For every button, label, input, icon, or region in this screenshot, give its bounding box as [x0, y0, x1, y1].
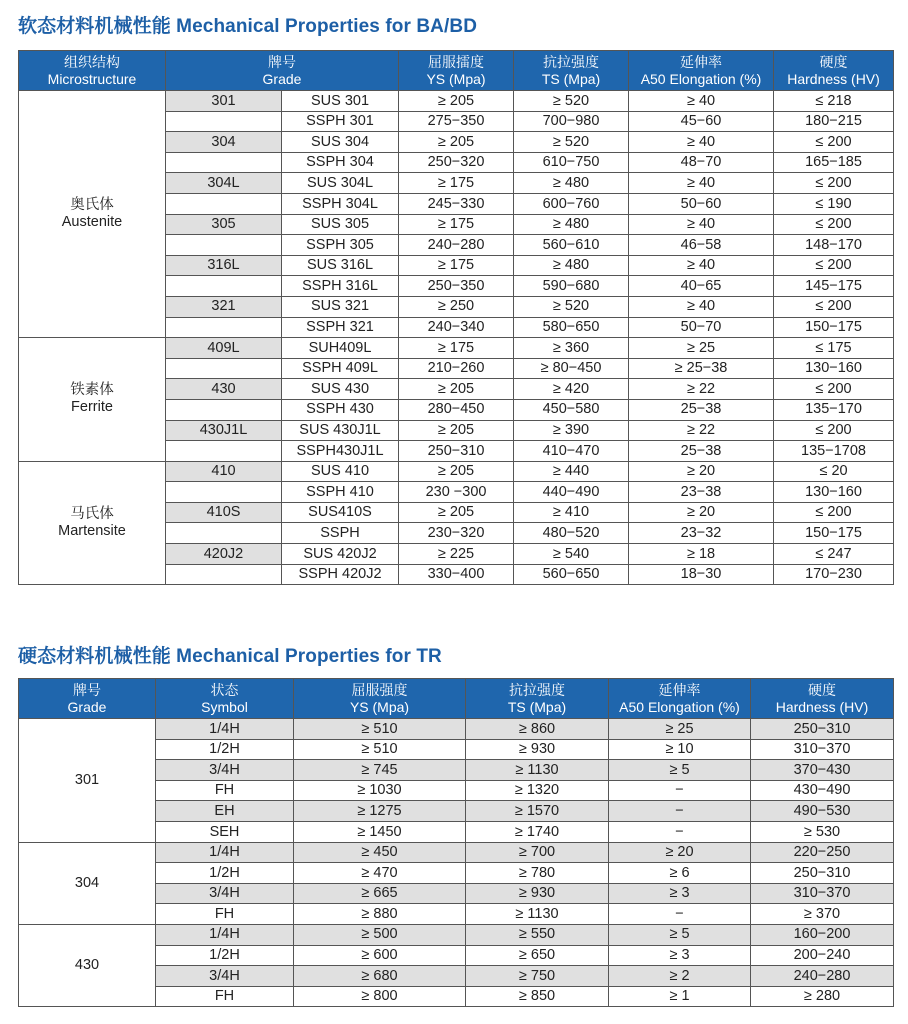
ys-cell: ≥ 205	[399, 420, 514, 441]
grade-cell: 410	[166, 461, 282, 482]
table-row	[19, 338, 894, 359]
hardness-cell: 430−490	[751, 780, 894, 801]
grade-cell	[166, 317, 282, 338]
grade-name-cell: SSPH 410	[282, 482, 399, 503]
hardness-cell: 148−170	[774, 235, 894, 256]
grade-cell: 410S	[166, 502, 282, 523]
ys-cell: ≥ 205	[399, 461, 514, 482]
elongation-cell: ≥ 3	[609, 945, 751, 966]
ys-cell: ≥ 175	[399, 214, 514, 235]
grade-name-cell: SUS 305	[282, 214, 399, 235]
table-row	[19, 461, 894, 482]
ts-cell: ≥ 1130	[466, 760, 609, 781]
microstructure-en: Ferrite	[71, 399, 113, 416]
ts-cell: ≥ 700	[466, 842, 609, 863]
ts-cell: ≥ 520	[514, 132, 629, 153]
hardness-cell: ≤ 200	[774, 255, 894, 276]
grade-cell	[166, 111, 282, 132]
grade-cell: 430J1L	[166, 420, 282, 441]
ts-cell: ≥ 520	[514, 91, 629, 112]
ys-cell: ≥ 665	[294, 883, 466, 904]
ts-cell: 410−470	[514, 441, 629, 462]
ts-cell: 600−760	[514, 193, 629, 214]
ys-cell: ≥ 510	[294, 739, 466, 760]
symbol-cell: SEH	[156, 821, 294, 842]
header-ts: 抗拉强度 TS (Mpa)	[514, 51, 629, 91]
header-hardness: 硬度 Hardness (HV)	[774, 51, 894, 91]
elongation-cell: −	[609, 801, 751, 822]
header-symbol: 状态 Symbol	[156, 679, 294, 719]
elongation-cell: ≥ 18	[629, 544, 774, 565]
elongation-cell: ≥ 2	[609, 966, 751, 987]
elongation-cell: 23−38	[629, 482, 774, 503]
grade-cell: 409L	[166, 338, 282, 359]
grade-cell	[166, 523, 282, 544]
grade-name-cell: SUS 316L	[282, 255, 399, 276]
ts-cell: ≥ 750	[466, 966, 609, 987]
grade-name-cell: SUH409L	[282, 338, 399, 359]
ts-cell: 610−750	[514, 152, 629, 173]
symbol-cell: 1/2H	[156, 739, 294, 760]
grade-name-cell: SSPH 430	[282, 399, 399, 420]
symbol-cell: 3/4H	[156, 760, 294, 781]
elongation-cell: −	[609, 780, 751, 801]
ts-cell: ≥ 420	[514, 379, 629, 400]
header-microstructure: 组织结构 Microstructure	[19, 51, 166, 91]
grade-cell: 304L	[166, 173, 282, 194]
hardness-cell: 310−370	[751, 739, 894, 760]
elongation-cell: ≥ 20	[629, 461, 774, 482]
hardness-cell: 490−530	[751, 801, 894, 822]
ts-cell: ≥ 1320	[466, 780, 609, 801]
elongation-cell: 45−60	[629, 111, 774, 132]
hardness-cell: 220−250	[751, 842, 894, 863]
hardness-cell: ≤ 218	[774, 91, 894, 112]
hardness-cell: 135−1708	[774, 441, 894, 462]
grade-name-cell: SUS410S	[282, 502, 399, 523]
ys-cell: 250−320	[399, 152, 514, 173]
grade-cell: 316L	[166, 255, 282, 276]
grade-name-cell: SSPH 304	[282, 152, 399, 173]
grade-name-cell: SSPH430J1L	[282, 441, 399, 462]
grade-name-cell: SUS 304	[282, 132, 399, 153]
ys-cell: ≥ 175	[399, 255, 514, 276]
table-header-row	[19, 51, 894, 91]
symbol-cell: 1/4H	[156, 842, 294, 863]
ts-cell: ≥ 1740	[466, 821, 609, 842]
elongation-cell: ≥ 5	[609, 760, 751, 781]
elongation-cell: ≥ 20	[609, 842, 751, 863]
header-grade: 牌号 Grade	[19, 679, 156, 719]
ts-cell: 590−680	[514, 276, 629, 297]
elongation-cell: 23−32	[629, 523, 774, 544]
ys-cell: ≥ 880	[294, 904, 466, 925]
elongation-cell: ≥ 6	[609, 863, 751, 884]
grade-cell	[166, 441, 282, 462]
grade-name-cell: SSPH 321	[282, 317, 399, 338]
microstructure-cn: 铁素体	[70, 382, 114, 399]
ys-cell: ≥ 450	[294, 842, 466, 863]
elongation-cell: ≥ 40	[629, 214, 774, 235]
ts-cell: ≥ 80−450	[514, 358, 629, 379]
symbol-cell: FH	[156, 780, 294, 801]
ts-cell: 560−610	[514, 235, 629, 256]
grade-cell	[166, 276, 282, 297]
microstructure-en: Austenite	[61, 214, 123, 231]
microstructure-cell	[19, 461, 166, 585]
hardness-cell: 370−430	[751, 760, 894, 781]
symbol-cell: 1/2H	[156, 863, 294, 884]
grade-cell: 301	[166, 91, 282, 112]
grade-cell	[166, 358, 282, 379]
ys-cell: ≥ 680	[294, 966, 466, 987]
hardness-cell: ≤ 190	[774, 193, 894, 214]
grade-cell: 430	[19, 924, 156, 1006]
elongation-cell: ≥ 22	[629, 379, 774, 400]
hardness-cell: ≤ 200	[774, 379, 894, 400]
ys-cell: ≥ 205	[399, 502, 514, 523]
ys-cell: ≥ 225	[399, 544, 514, 565]
properties-table-ba-bd	[18, 50, 894, 585]
ts-cell: ≥ 390	[514, 420, 629, 441]
ys-cell: ≥ 1275	[294, 801, 466, 822]
grade-cell	[166, 564, 282, 585]
ts-cell: ≥ 860	[466, 719, 609, 740]
hardness-cell: ≤ 247	[774, 544, 894, 565]
hardness-cell: 240−280	[751, 966, 894, 987]
ts-cell: ≥ 360	[514, 338, 629, 359]
header-grade: 牌号 Grade	[166, 51, 399, 91]
ys-cell: 250−310	[399, 441, 514, 462]
grade-name-cell: SUS 430	[282, 379, 399, 400]
ys-cell: 250−350	[399, 276, 514, 297]
elongation-cell: ≥ 40	[629, 255, 774, 276]
hardness-cell: ≤ 175	[774, 338, 894, 359]
grade-cell	[166, 482, 282, 503]
ys-cell: ≥ 205	[399, 132, 514, 153]
grade-name-cell: SSPH 304L	[282, 193, 399, 214]
elongation-cell: ≥ 40	[629, 296, 774, 317]
grade-cell	[166, 235, 282, 256]
symbol-cell: EH	[156, 801, 294, 822]
header-elongation: 延伸率 A50 Elongation (%)	[609, 679, 751, 719]
microstructure-cn: 奥氏体	[70, 197, 114, 214]
hardness-cell: ≤ 200	[774, 296, 894, 317]
grade-cell: 301	[19, 719, 156, 843]
hardness-cell: 160−200	[751, 924, 894, 945]
grade-cell	[166, 193, 282, 214]
hardness-cell: ≥ 280	[751, 986, 894, 1007]
ts-cell: ≥ 480	[514, 255, 629, 276]
hardness-cell: 150−175	[774, 523, 894, 544]
hardness-cell: ≤ 200	[774, 502, 894, 523]
header-ys: 屈服强度 YS (Mpa)	[294, 679, 466, 719]
grade-name-cell: SSPH 305	[282, 235, 399, 256]
ys-cell: ≥ 470	[294, 863, 466, 884]
ys-cell: ≥ 800	[294, 986, 466, 1007]
hardness-cell: ≤ 200	[774, 173, 894, 194]
microstructure-cn: 马氏体	[70, 505, 114, 522]
ts-cell: ≥ 410	[514, 502, 629, 523]
table-row	[19, 924, 894, 945]
ts-cell: ≥ 440	[514, 461, 629, 482]
table-row	[19, 719, 894, 740]
elongation-cell: ≥ 1	[609, 986, 751, 1007]
grade-name-cell: SUS 410	[282, 461, 399, 482]
table-row	[19, 842, 894, 863]
hardness-cell: 310−370	[751, 883, 894, 904]
elongation-cell: 48−70	[629, 152, 774, 173]
ys-cell: ≥ 250	[399, 296, 514, 317]
ys-cell: ≥ 175	[399, 338, 514, 359]
elongation-cell: −	[609, 821, 751, 842]
microstructure-en: Martensite	[58, 522, 126, 539]
hardness-cell: 250−310	[751, 719, 894, 740]
elongation-cell: 25−38	[629, 441, 774, 462]
hardness-cell: 135−170	[774, 399, 894, 420]
header-elongation: 延伸率 A50 Elongation (%)	[629, 51, 774, 91]
symbol-cell: 1/4H	[156, 719, 294, 740]
ys-cell: ≥ 600	[294, 945, 466, 966]
elongation-cell: ≥ 10	[609, 739, 751, 760]
ts-cell: ≥ 930	[466, 739, 609, 760]
elongation-cell: ≥ 40	[629, 132, 774, 153]
grade-cell: 420J2	[166, 544, 282, 565]
hardness-cell: 180−215	[774, 111, 894, 132]
ts-cell: ≥ 650	[466, 945, 609, 966]
ts-cell: ≥ 480	[514, 214, 629, 235]
table-header-row	[19, 679, 894, 719]
ys-cell: ≥ 205	[399, 91, 514, 112]
properties-table-tr	[18, 678, 894, 1007]
ys-cell: ≥ 745	[294, 760, 466, 781]
grade-name-cell: SSPH 301	[282, 111, 399, 132]
ys-cell: 230 −300	[399, 482, 514, 503]
elongation-cell: 50−70	[629, 317, 774, 338]
hardness-cell: ≤ 200	[774, 132, 894, 153]
ts-cell: ≥ 1130	[466, 904, 609, 925]
ts-cell: ≥ 850	[466, 986, 609, 1007]
grade-cell: 321	[166, 296, 282, 317]
grade-name-cell: SUS 430J1L	[282, 420, 399, 441]
hardness-cell: 145−175	[774, 276, 894, 297]
ys-cell: 275−350	[399, 111, 514, 132]
ys-cell: 230−320	[399, 523, 514, 544]
grade-cell: 305	[166, 214, 282, 235]
grade-name-cell: SSPH 409L	[282, 358, 399, 379]
ys-cell: ≥ 175	[399, 173, 514, 194]
symbol-cell: 3/4H	[156, 966, 294, 987]
ts-cell: 560−650	[514, 564, 629, 585]
header-ys: 屈服擂度 YS (Mpa)	[399, 51, 514, 91]
ts-cell: 450−580	[514, 399, 629, 420]
ts-cell: ≥ 1570	[466, 801, 609, 822]
grade-name-cell: SSPH 420J2	[282, 564, 399, 585]
symbol-cell: FH	[156, 986, 294, 1007]
grade-name-cell: SUS 301	[282, 91, 399, 112]
microstructure-cell	[19, 91, 166, 338]
ts-cell: 480−520	[514, 523, 629, 544]
table1-title: 软态材料机械性能 Mechanical Properties for BA/BD	[18, 16, 478, 37]
ts-cell: ≥ 520	[514, 296, 629, 317]
elongation-cell: ≥ 20	[629, 502, 774, 523]
elongation-cell: ≥ 25	[609, 719, 751, 740]
ys-cell: 280−450	[399, 399, 514, 420]
hardness-cell: ≥ 530	[751, 821, 894, 842]
hardness-cell: 170−230	[774, 564, 894, 585]
elongation-cell: 25−38	[629, 399, 774, 420]
hardness-cell: ≥ 370	[751, 904, 894, 925]
ts-cell: ≥ 550	[466, 924, 609, 945]
hardness-cell: ≤ 200	[774, 420, 894, 441]
ts-cell: 440−490	[514, 482, 629, 503]
ys-cell: 330−400	[399, 564, 514, 585]
grade-name-cell: SSPH	[282, 523, 399, 544]
grade-cell: 430	[166, 379, 282, 400]
elongation-cell: 46−58	[629, 235, 774, 256]
hardness-cell: 130−160	[774, 358, 894, 379]
symbol-cell: 1/2H	[156, 945, 294, 966]
elongation-cell: ≥ 25	[629, 338, 774, 359]
microstructure-cell	[19, 338, 166, 462]
elongation-cell: ≥ 25−38	[629, 358, 774, 379]
elongation-cell: ≥ 40	[629, 91, 774, 112]
header-hardness: 硬度 Hardness (HV)	[751, 679, 894, 719]
hardness-cell: 150−175	[774, 317, 894, 338]
elongation-cell: ≥ 3	[609, 883, 751, 904]
symbol-cell: 3/4H	[156, 883, 294, 904]
ys-cell: ≥ 205	[399, 379, 514, 400]
grade-name-cell: SUS 304L	[282, 173, 399, 194]
hardness-cell: 130−160	[774, 482, 894, 503]
ys-cell: ≥ 500	[294, 924, 466, 945]
ys-cell: ≥ 1030	[294, 780, 466, 801]
ts-cell: ≥ 540	[514, 544, 629, 565]
ys-cell: 240−280	[399, 235, 514, 256]
header-ts: 抗拉强度 TS (Mpa)	[466, 679, 609, 719]
elongation-cell: ≥ 5	[609, 924, 751, 945]
ts-cell: ≥ 930	[466, 883, 609, 904]
elongation-cell: 40−65	[629, 276, 774, 297]
hardness-cell: ≤ 200	[774, 214, 894, 235]
grade-name-cell: SUS 420J2	[282, 544, 399, 565]
elongation-cell: 50−60	[629, 193, 774, 214]
grade-cell: 304	[166, 132, 282, 153]
grade-name-cell: SUS 321	[282, 296, 399, 317]
elongation-cell: 18−30	[629, 564, 774, 585]
elongation-cell: ≥ 22	[629, 420, 774, 441]
ys-cell: 240−340	[399, 317, 514, 338]
ts-cell: 700−980	[514, 111, 629, 132]
hardness-cell: 200−240	[751, 945, 894, 966]
elongation-cell: −	[609, 904, 751, 925]
hardness-cell: 165−185	[774, 152, 894, 173]
symbol-cell: FH	[156, 904, 294, 925]
grade-cell: 304	[19, 842, 156, 924]
table2-title: 硬态材料机械性能 Mechanical Properties for TR	[18, 646, 442, 667]
ys-cell: 210−260	[399, 358, 514, 379]
ts-cell: ≥ 780	[466, 863, 609, 884]
table-row	[19, 91, 894, 112]
symbol-cell: 1/4H	[156, 924, 294, 945]
ys-cell: ≥ 510	[294, 719, 466, 740]
hardness-cell: ≤ 20	[774, 461, 894, 482]
ts-cell: ≥ 480	[514, 173, 629, 194]
ys-cell: 245−330	[399, 193, 514, 214]
elongation-cell: ≥ 40	[629, 173, 774, 194]
ys-cell: ≥ 1450	[294, 821, 466, 842]
grade-name-cell: SSPH 316L	[282, 276, 399, 297]
hardness-cell: 250−310	[751, 863, 894, 884]
grade-cell	[166, 399, 282, 420]
grade-cell	[166, 152, 282, 173]
ts-cell: 580−650	[514, 317, 629, 338]
